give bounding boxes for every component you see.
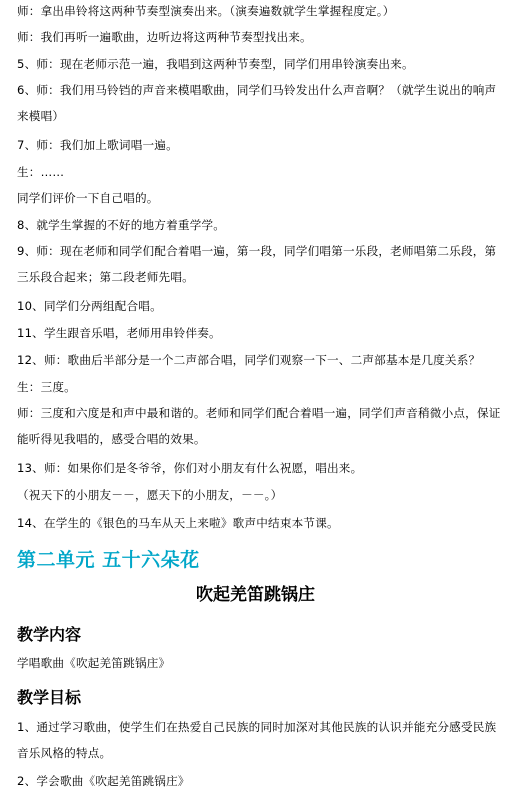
goal-item-2: 2、学会歌曲《吹起羌笛跳锅庄》	[17, 774, 190, 788]
line-12: 12、师：歌曲后半部分是一个二声部合唱，同学们观察一下一、二声部基本是几度关系？	[17, 353, 481, 367]
line-3: 5、师：现在老师示范一遍，我唱到这两种节奏型，同学们用串铃演奏出来。	[17, 57, 414, 71]
line-7: 同学们评价一下自己唱的。	[17, 191, 159, 205]
line-9: 9、师：现在老师和同学们配合着唱一遍，第一段，同学们唱第一乐段，老师唱第二乐段，第三乐段合起来；第二段老师先唱。	[17, 244, 497, 284]
lesson-title: 吹起羌笛跳锅庄	[196, 585, 315, 605]
line-13: 生：三度。	[17, 380, 76, 394]
line-5: 7、师：我们加上歌词唱一遍。	[17, 138, 178, 152]
section-heading-content: 教学内容	[17, 625, 82, 644]
line-4: 6、师：我们用马铃铛的声音来模唱歌曲，同学们马铃发出什么声音啊？（就学生说出的响声来模唱）	[17, 83, 497, 123]
line-6: 生：……	[17, 165, 65, 179]
line-15: 13、师：如果你们是冬爷爷，你们对小朋友有什么祝愿，唱出来。	[17, 461, 363, 475]
line-16: （祝天下的小朋友－－，愿天下的小朋友，－－。）	[17, 488, 283, 502]
line-14: 师：三度和六度是和声中最和谐的。老师和同学们配合着唱一遍，同学们声音稍微小点，保证能听得见我唱的，感受合唱的效果。	[17, 406, 501, 446]
line-1: 师：拿出串铃将这两种节奏型演奏出来。（演奏遍数就学生掌握程度定。）	[17, 4, 395, 18]
line-10: 10、同学们分两组配合唱。	[17, 299, 162, 313]
content-text: 学唱歌曲《吹起羌笛跳锅庄》	[17, 656, 171, 670]
line-11: 11、学生跟音乐唱，老师用串铃伴奏。	[17, 326, 221, 340]
goal-item-1: 1、通过学习歌曲，使学生们在热爱自己民族的同时加深对其他民族的认识并能充分感受民族音乐风格的特点。	[17, 720, 497, 760]
unit-heading: 第二单元 五十六朵花	[17, 549, 200, 571]
line-17: 14、在学生的《银色的马车从天上来啦》歌声中结束本节课。	[17, 516, 339, 530]
section-heading-goals: 教学目标	[17, 688, 82, 707]
line-8: 8、就学生掌握的不好的地方着重学学。	[17, 218, 226, 232]
line-2: 师：我们再听一遍歌曲，边听边将这两种节奏型找出来。	[17, 30, 312, 44]
